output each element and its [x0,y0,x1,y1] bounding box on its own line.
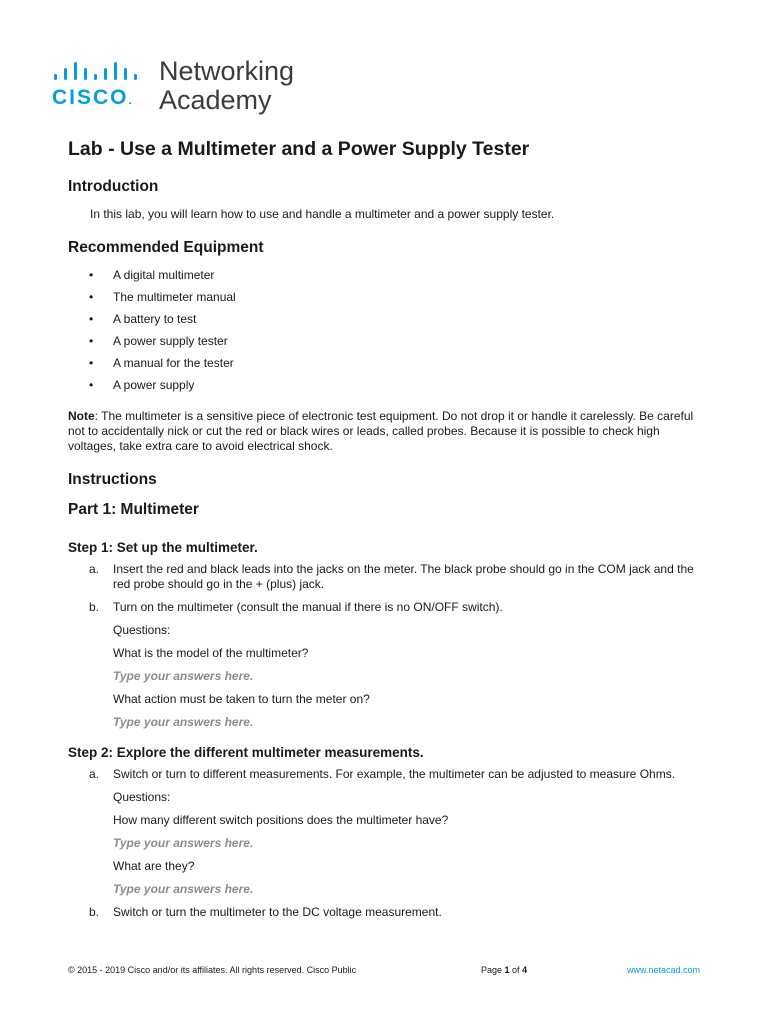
copyright-text: © 2015 - 2019 Cisco and/or its affiliates. All rights reserved. Cisco Public [68,965,357,975]
safety-note [68,409,708,454]
step2-question-2: What are they? [113,859,195,873]
step1-item-b: b. Turn on the multimeter (consult the manual if there is no ON/OFF switch). [89,600,503,614]
page-title: Lab - Use a Multimeter and a Power Supply Tester [68,138,530,160]
step1-question-2: What action must be taken to turn the meter on? [113,692,370,706]
equipment-heading: Recommended Equipment [68,239,264,256]
step2-item-b: b. Switch or turn the multimeter to the DC voltage measurement. [89,905,442,919]
answer-field[interactable]: Type your answers here. [113,836,254,850]
step2-heading: Step 2: Explore the different multimeter measurements. [68,745,424,760]
note-label: Note [68,409,95,423]
cisco-networking-academy-logo [50,56,310,116]
equipment-item: • The multimeter manual [89,290,236,304]
equipment-item: • A power supply tester [89,334,228,348]
equipment-item: • A power supply [89,378,195,392]
introduction-heading: Introduction [68,178,159,195]
step1-item-a: a. Insert the red and black leads into the jacks on the meter. The black probe should go in the COM jack and the red probe should go in the + (plus) jack. [89,562,694,591]
equipment-item: • A manual for the tester [89,356,234,370]
logo-academy-text: Academy [159,85,272,115]
step2-questions-label: Questions: [113,790,171,804]
note-text: : The multimeter is a sensitive piece of electronic test equipment. Do not drop it or handle it carelessly. Be careful not to accidentally nick or cut the red or black wires or leads, called probes. Because it is possible to check high voltages, take extra care to avoid electrical shock. [68,409,694,453]
equipment-list [68,268,708,400]
cisco-wordmark: CISCO. [52,86,132,109]
cisco-bars-icon [54,60,150,80]
document-body [68,138,708,928]
equipment-item: • A digital multimeter [89,268,215,282]
step2-question-1: How many different switch positions does the multimeter have? [113,813,449,827]
website-link[interactable]: www.netacad.com [626,965,700,975]
step1-questions-label: Questions: [113,623,171,637]
equipment-item: • A battery to test [89,312,197,326]
step2-item-a: a. Switch or turn to different measurements. For example, the multimeter can be adjusted to measure Ohms. [89,767,676,781]
answer-field[interactable]: Type your answers here. [113,882,254,896]
step1-question-1: What is the model of the multimeter? [113,646,309,660]
logo-networking-text: Networking [159,56,295,86]
answer-field[interactable]: Type your answers here. [113,715,254,729]
step1-heading: Step 1: Set up the multimeter. [68,540,258,555]
part1-heading: Part 1: Multimeter [68,501,199,518]
instructions-heading: Instructions [68,471,157,488]
page-number: Page 1 of 4 [481,965,528,975]
introduction-text: In this lab, you will learn how to use and handle a multimeter and a power supply tester. [90,207,555,221]
answer-field[interactable]: Type your answers here. [113,669,254,683]
